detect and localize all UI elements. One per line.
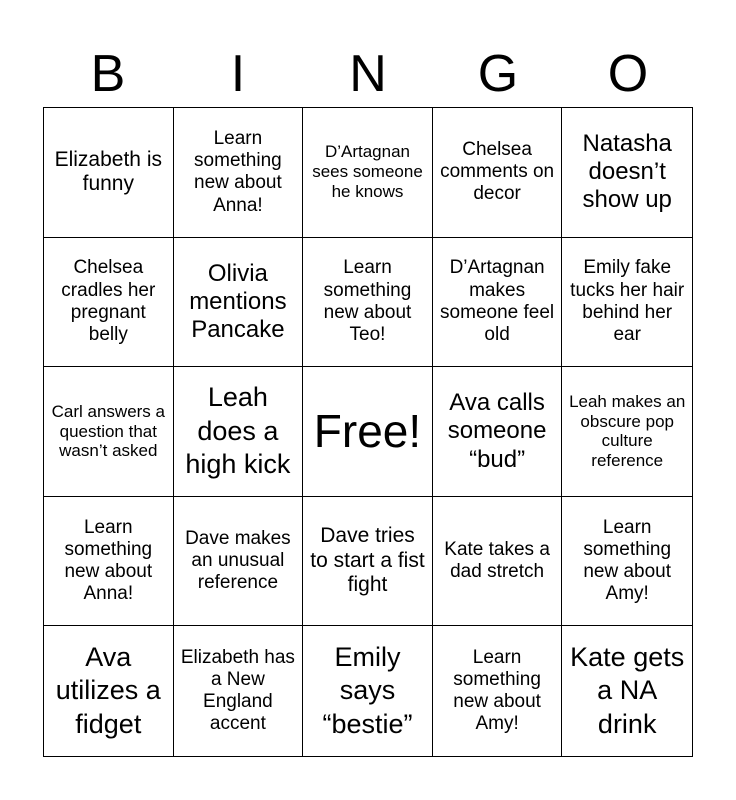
bingo-cell[interactable] — [433, 367, 563, 497]
cell-text: Elizabeth is funny — [54, 147, 162, 196]
cell-text: D’Artagnan makes someone feel old — [440, 257, 555, 346]
bingo-cell[interactable] — [174, 626, 304, 756]
cell-text: Learn something new about Amy! — [583, 516, 672, 605]
bingo-cell[interactable] — [174, 497, 304, 627]
bingo-cell[interactable] — [44, 238, 174, 368]
cell-text: D’Artagnan sees someone he knows — [312, 142, 423, 202]
cell-text: Leah makes an obscure pop culture reference — [569, 391, 686, 471]
bingo-cell[interactable] — [44, 497, 174, 627]
bingo-cell[interactable] — [303, 497, 433, 627]
bingo-header — [43, 40, 693, 108]
free-space-label: Free! — [313, 404, 422, 457]
bingo-cell[interactable] — [44, 108, 174, 238]
cell-text: Learn something new about Anna! — [64, 516, 153, 605]
cell-text: Chelsea comments on decor — [440, 138, 555, 205]
bingo-board — [43, 107, 693, 757]
bingo-cell[interactable] — [562, 497, 692, 627]
cell-text: Learn something new about Teo! — [323, 257, 412, 346]
bingo-cell[interactable] — [562, 238, 692, 368]
cell-text: Emily says “bestie” — [322, 641, 413, 740]
bingo-cell[interactable] — [562, 367, 692, 497]
bingo-cell[interactable] — [44, 367, 174, 497]
cell-text: Emily fake tucks her hair behind her ear — [570, 257, 685, 346]
bingo-cell[interactable] — [562, 626, 692, 756]
free-space[interactable] — [303, 367, 433, 497]
bingo-cell[interactable] — [433, 108, 563, 238]
bingo-cell[interactable] — [174, 367, 304, 497]
bingo-cell[interactable] — [433, 238, 563, 368]
cell-text: Chelsea cradles her pregnant belly — [61, 257, 156, 346]
cell-text: Natasha doesn’t show up — [582, 130, 672, 214]
cell-text: Dave makes an unusual reference — [185, 527, 291, 594]
cell-text: Dave tries to start a fist fight — [310, 524, 425, 597]
cell-text: Olivia mentions Pancake — [189, 259, 287, 343]
cell-text: Learn something new about Anna! — [194, 127, 282, 216]
cell-text: Carl answers a question that wasn’t asked — [51, 401, 165, 461]
bingo-cell[interactable] — [44, 626, 174, 756]
bingo-cell[interactable] — [303, 238, 433, 368]
cell-text: Ava calls someone “bud” — [447, 389, 547, 473]
bingo-cell[interactable] — [303, 108, 433, 238]
bingo-cell[interactable] — [562, 108, 692, 238]
bingo-cell[interactable] — [174, 108, 304, 238]
cell-text: Kate takes a dad stretch — [444, 538, 550, 583]
header-letter-b: B — [90, 45, 126, 103]
header-letter-n: N — [349, 45, 387, 103]
cell-text: Elizabeth has a New England accent — [180, 646, 295, 735]
bingo-cell[interactable] — [303, 626, 433, 756]
cell-text: Kate gets a NA drink — [570, 641, 685, 740]
cell-text: Ava utilizes a fidget — [55, 641, 161, 740]
cell-text: Leah does a high kick — [185, 381, 291, 480]
cell-text: Learn something new about Amy! — [453, 646, 541, 735]
bingo-cell[interactable] — [433, 497, 563, 627]
bingo-cell[interactable] — [433, 626, 563, 756]
header-letter-i: I — [230, 45, 246, 103]
header-letter-g: G — [477, 45, 519, 103]
bingo-cell[interactable] — [174, 238, 304, 368]
header-letter-o: O — [607, 45, 649, 103]
